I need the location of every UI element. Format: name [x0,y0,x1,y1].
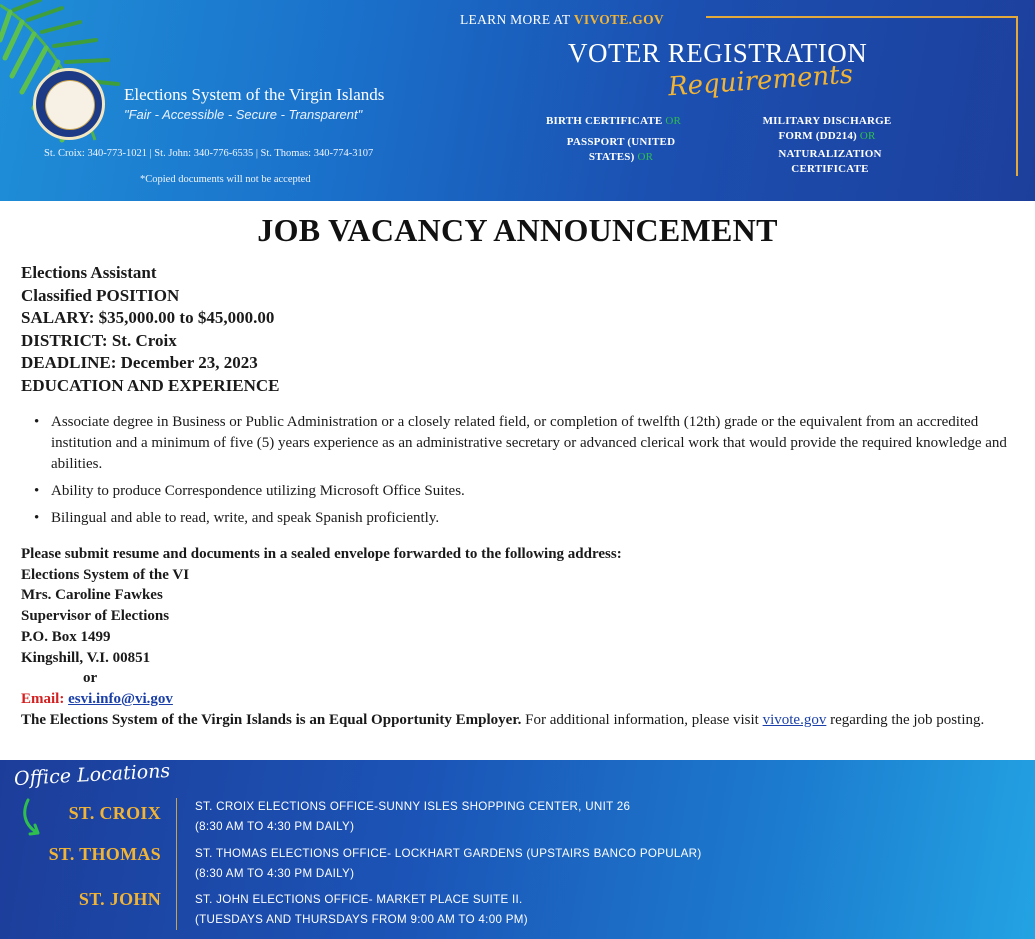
header-banner [0,0,1035,201]
office-locations-heading: Office Locations [13,760,171,791]
office-address: ST. CROIX ELECTIONS OFFICE-SUNNY ISLES SHOPPING CENTER, UNIT 26 [195,800,631,813]
eoe-paragraph [21,710,1021,731]
address-line: P.O. Box 1499 [21,628,111,645]
district: DISTRICT: St. Croix [21,330,177,350]
org-tagline: "Fair - Accessible - Secure - Transparent" [124,107,363,122]
email-label: Email: [21,690,65,707]
address-line: Kingshill, V.I. 00851 [21,649,151,666]
gold-frame-top [706,16,1018,18]
more-info-prefix: For additional information, please visit [521,711,763,728]
gold-frame-right [1016,16,1018,176]
requirement-passport: PASSPORT (UNITED STATES) OR [566,136,676,163]
office-hours: (8:30 AM TO 4:30 PM DAILY) [195,867,355,880]
org-name: Elections System of the Virgin Islands [124,85,385,104]
education-heading: EDUCATION AND EXPERIENCE [21,375,280,395]
page-title: JOB VACANCY ANNOUNCEMENT [257,212,778,248]
list-item: • Associate degree in Business or Public Administration or a closely related field, or completion of twelfth (12th) grade or the equivalent from an accredited institution and a minimum of five (5) years experience as an administrative secretary or advanced clerical work that would provide the required knowledge and abilities. [29,412,1019,475]
vivote-site-link[interactable]: VIVOTE.GOV [573,12,664,27]
email-line [21,689,1021,710]
position-details [21,262,280,398]
voter-registration-title: VOTER REGISTRATION [568,38,868,68]
email-link[interactable]: esvi.info@vi.gov [68,690,173,707]
or-separator: or [83,670,98,687]
requirement-military-discharge: MILITARY DISCHARGE FORM (DD214) OR [762,115,892,142]
more-info-suffix: regarding the job posting. [826,711,985,728]
office-address-st-thomas [195,844,702,884]
learn-more-text [460,12,664,28]
submit-instructions: Please submit resume and documents in a sealed envelope forwarded to the following address: [21,546,622,562]
learn-more-prefix: LEARN MORE AT [460,12,574,27]
vivote-link[interactable]: vivote.gov [762,711,827,728]
deadline: DEADLINE: December 23, 2023 [21,353,258,373]
address-line: Elections System of the VI [21,566,190,583]
elections-seal-icon [33,68,105,140]
position-title: Elections Assistant [21,263,157,282]
office-address: ST. THOMAS ELECTIONS OFFICE- LOCKHART GARDENS (UPSTAIRS BANCO POPULAR) [195,847,702,860]
list-item: • Ability to produce Correspondence utilizing Microsoft Office Suites. [29,481,1019,502]
submission-info [21,544,1021,730]
office-address-st-john [195,890,528,930]
office-name-st-croix: ST. CROIX [68,803,161,823]
address-line: Supervisor of Elections [21,608,170,625]
requirement-birth-certificate: BIRTH CERTIFICATE OR [546,115,682,127]
office-name-st-john: ST. JOHN [78,889,161,909]
copied-documents-note: *Copied documents will not be accepted [140,174,311,185]
office-address-st-croix [195,797,630,837]
office-phones: St. Croix: 340-773-1021 | St. John: 340-776-6535 | St. Thomas: 340-774-3107 [44,148,374,159]
requirements-script: Requirements [667,59,854,103]
office-locations-banner [0,760,1035,939]
requirement-naturalization: NATURALIZATION CERTIFICATE [778,148,882,175]
eoe-statement: The Elections System of the Virgin Islands is an Equal Opportunity Employer. [21,711,522,728]
office-hours: (TUESDAYS AND THURSDAYS FROM 9:00 AM TO 4:00 PM) [195,913,528,926]
office-name-st-thomas: ST. THOMAS [48,844,161,864]
position-classification: Classified POSITION [21,285,180,305]
office-hours: (8:30 AM TO 4:30 PM DAILY) [195,820,355,833]
salary-range: SALARY: $35,000.00 to $45,000.00 [21,308,275,328]
list-item: • Bilingual and able to read, write, and speak Spanish proficiently. [29,508,1019,529]
office-address: ST. JOHN ELECTIONS OFFICE- MARKET PLACE SUITE II. [195,893,523,906]
gold-divider [176,798,177,930]
address-line: Mrs. Caroline Fawkes [21,587,163,604]
requirements-list [29,412,1019,535]
